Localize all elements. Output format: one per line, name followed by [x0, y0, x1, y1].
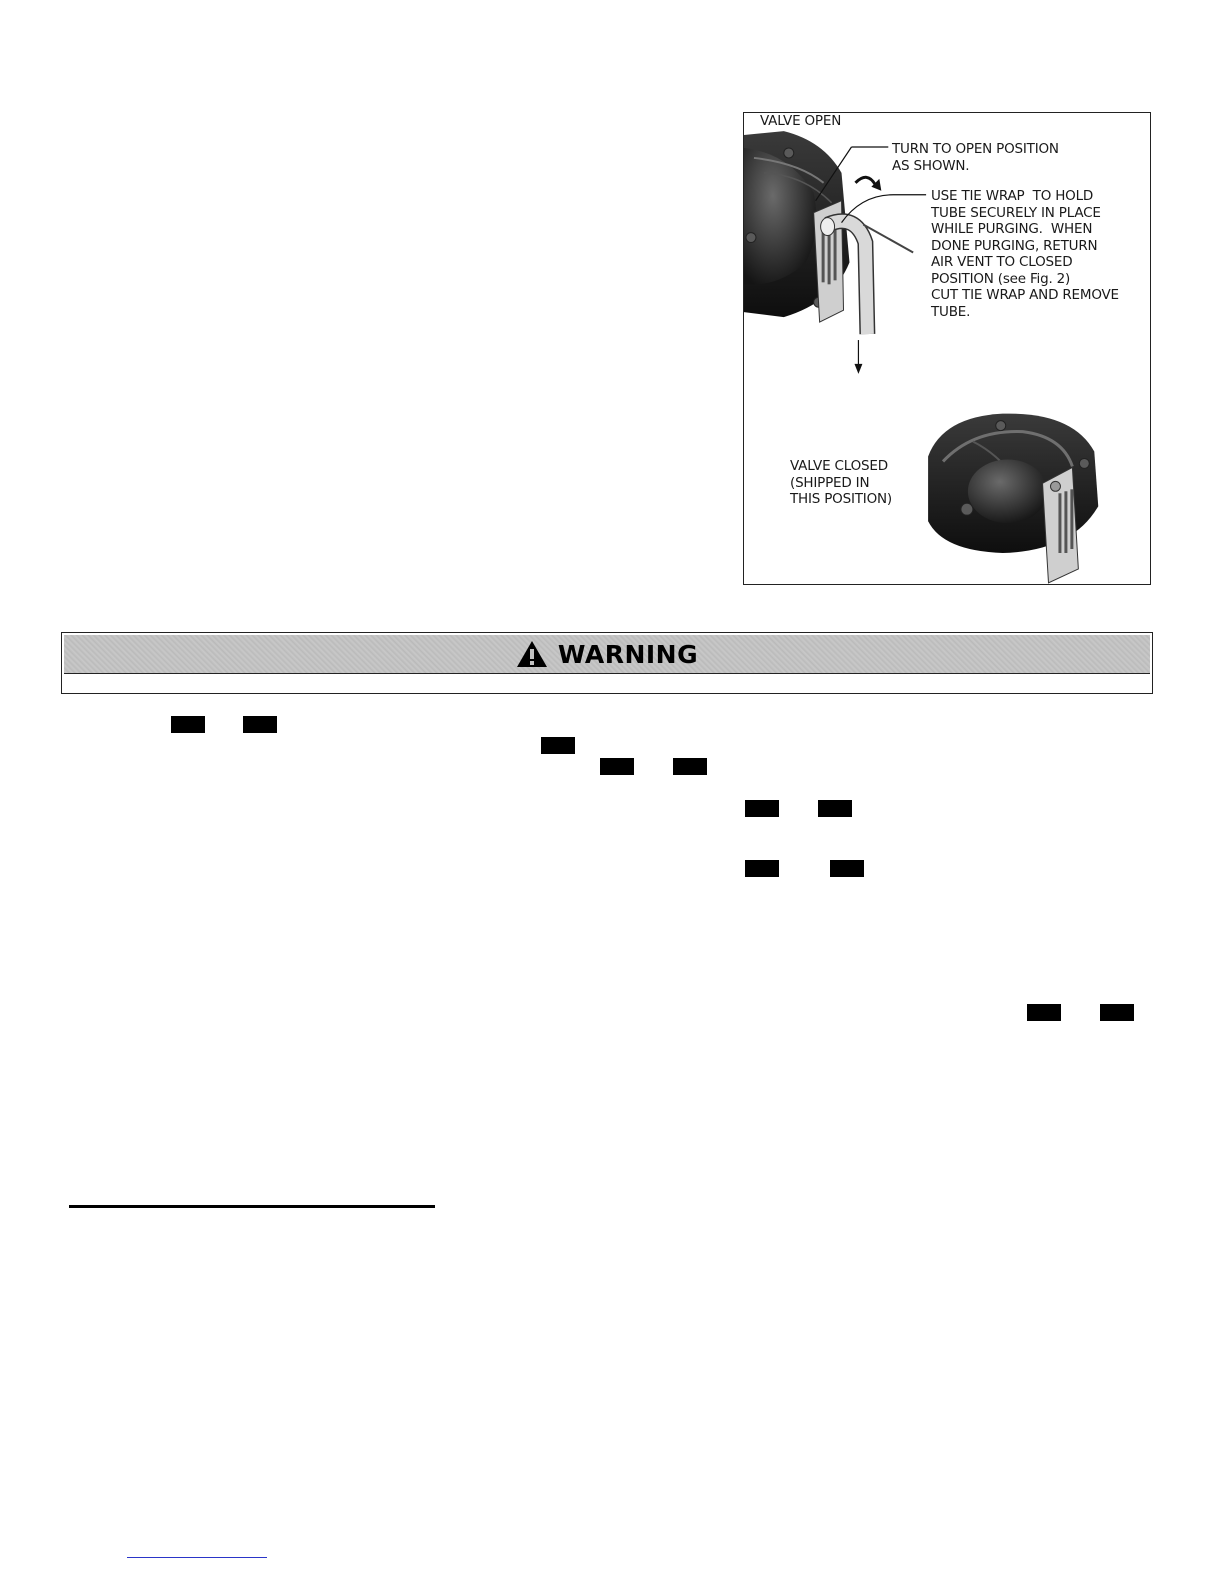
warning-triangle-icon	[516, 640, 548, 668]
valve-illustration	[744, 113, 1150, 584]
redaction-block	[830, 860, 864, 877]
rotate-arrow-icon	[855, 177, 875, 185]
turn-open-instruction: TURN TO OPEN POSITION AS SHOWN.	[892, 141, 1059, 174]
air-vent-figure	[743, 112, 1151, 585]
warning-header	[64, 635, 1150, 674]
warning-tag-closed	[1043, 467, 1079, 582]
valve-open-label: VALVE OPEN	[760, 113, 842, 129]
redaction-block	[745, 800, 779, 817]
redaction-block	[541, 737, 575, 754]
redaction-block	[818, 800, 852, 817]
warning-title: WARNING	[557, 639, 699, 669]
redaction-block	[600, 758, 634, 775]
hyperlink-underline[interactable]	[127, 1557, 267, 1558]
section-divider	[69, 1205, 435, 1208]
redaction-block	[1100, 1004, 1134, 1021]
warning-box	[61, 632, 1153, 694]
tie-wrap-instruction: USE TIE WRAP TO HOLD TUBE SECURELY IN PLACE WHILE PURGING. WHEN DONE PURGING, RETURN AIR VENT TO CLOSED POSITION (see Fig. 2) CUT TIE WRAP AND REMOVE TUBE.	[931, 188, 1119, 320]
redaction-block	[171, 716, 205, 733]
valve-closed-label: VALVE CLOSED (SHIPPED IN THIS POSITION)	[790, 458, 892, 507]
redaction-block	[745, 860, 779, 877]
redaction-block	[1027, 1004, 1061, 1021]
redaction-block	[243, 716, 277, 733]
redaction-block	[673, 758, 707, 775]
